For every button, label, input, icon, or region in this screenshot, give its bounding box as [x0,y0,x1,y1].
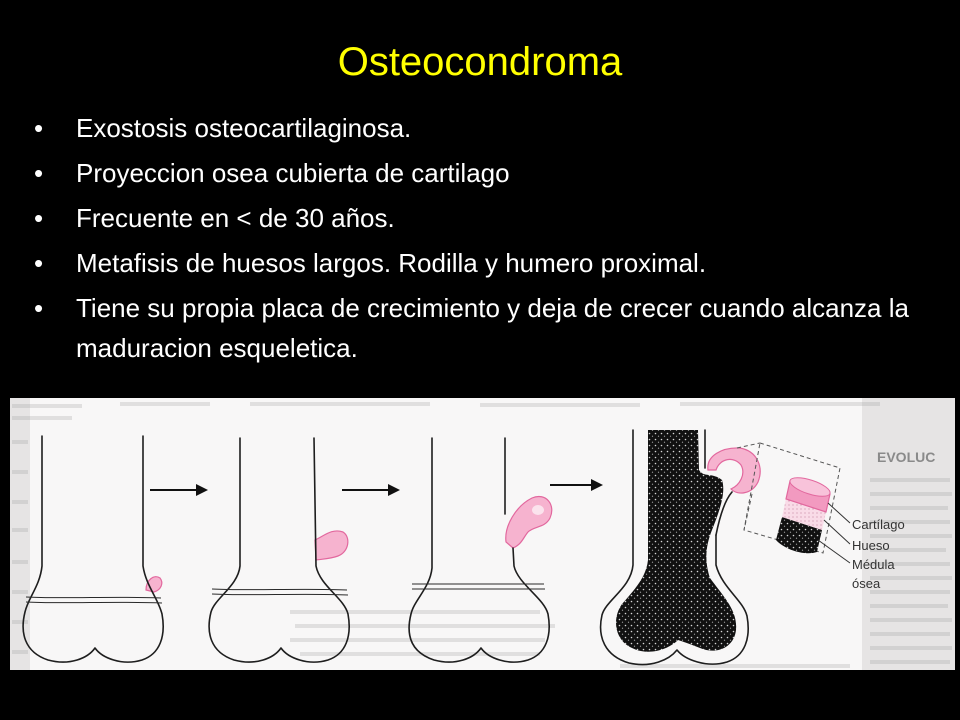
bullet-text: Exostosis osteocartilaginosa. [76,113,412,143]
bullet-text: Proyeccion osea cubierta de cartilago [76,158,510,188]
label-hueso: Hueso [852,538,890,553]
label-medula: Médula [852,557,895,572]
label-cartilago: Cartílago [852,517,905,532]
osteochondroma-illustration [10,398,955,670]
bullet-item [0,288,946,368]
label-osea: ósea [852,576,881,591]
bullet-text: Metafisis de huesos largos. Rodilla y humero proximal. [76,248,707,278]
figure-paper [30,398,862,670]
bullet-text: Frecuente en < de 30 años. [76,203,395,233]
cap-highlight [532,505,544,515]
bullet-item [0,243,946,283]
bullet-item [0,198,946,238]
bullet-item [0,153,946,193]
background-heading-fragment: EVOLUC [877,449,936,465]
bullet-list [0,108,946,373]
slide-title: Osteocondroma [337,40,623,84]
bullet-text: Tiene su propia placa de crecimiento y deja de crecer cuando alcanza la maduracion esqueletica. [76,293,909,363]
bullet-item [0,108,946,148]
